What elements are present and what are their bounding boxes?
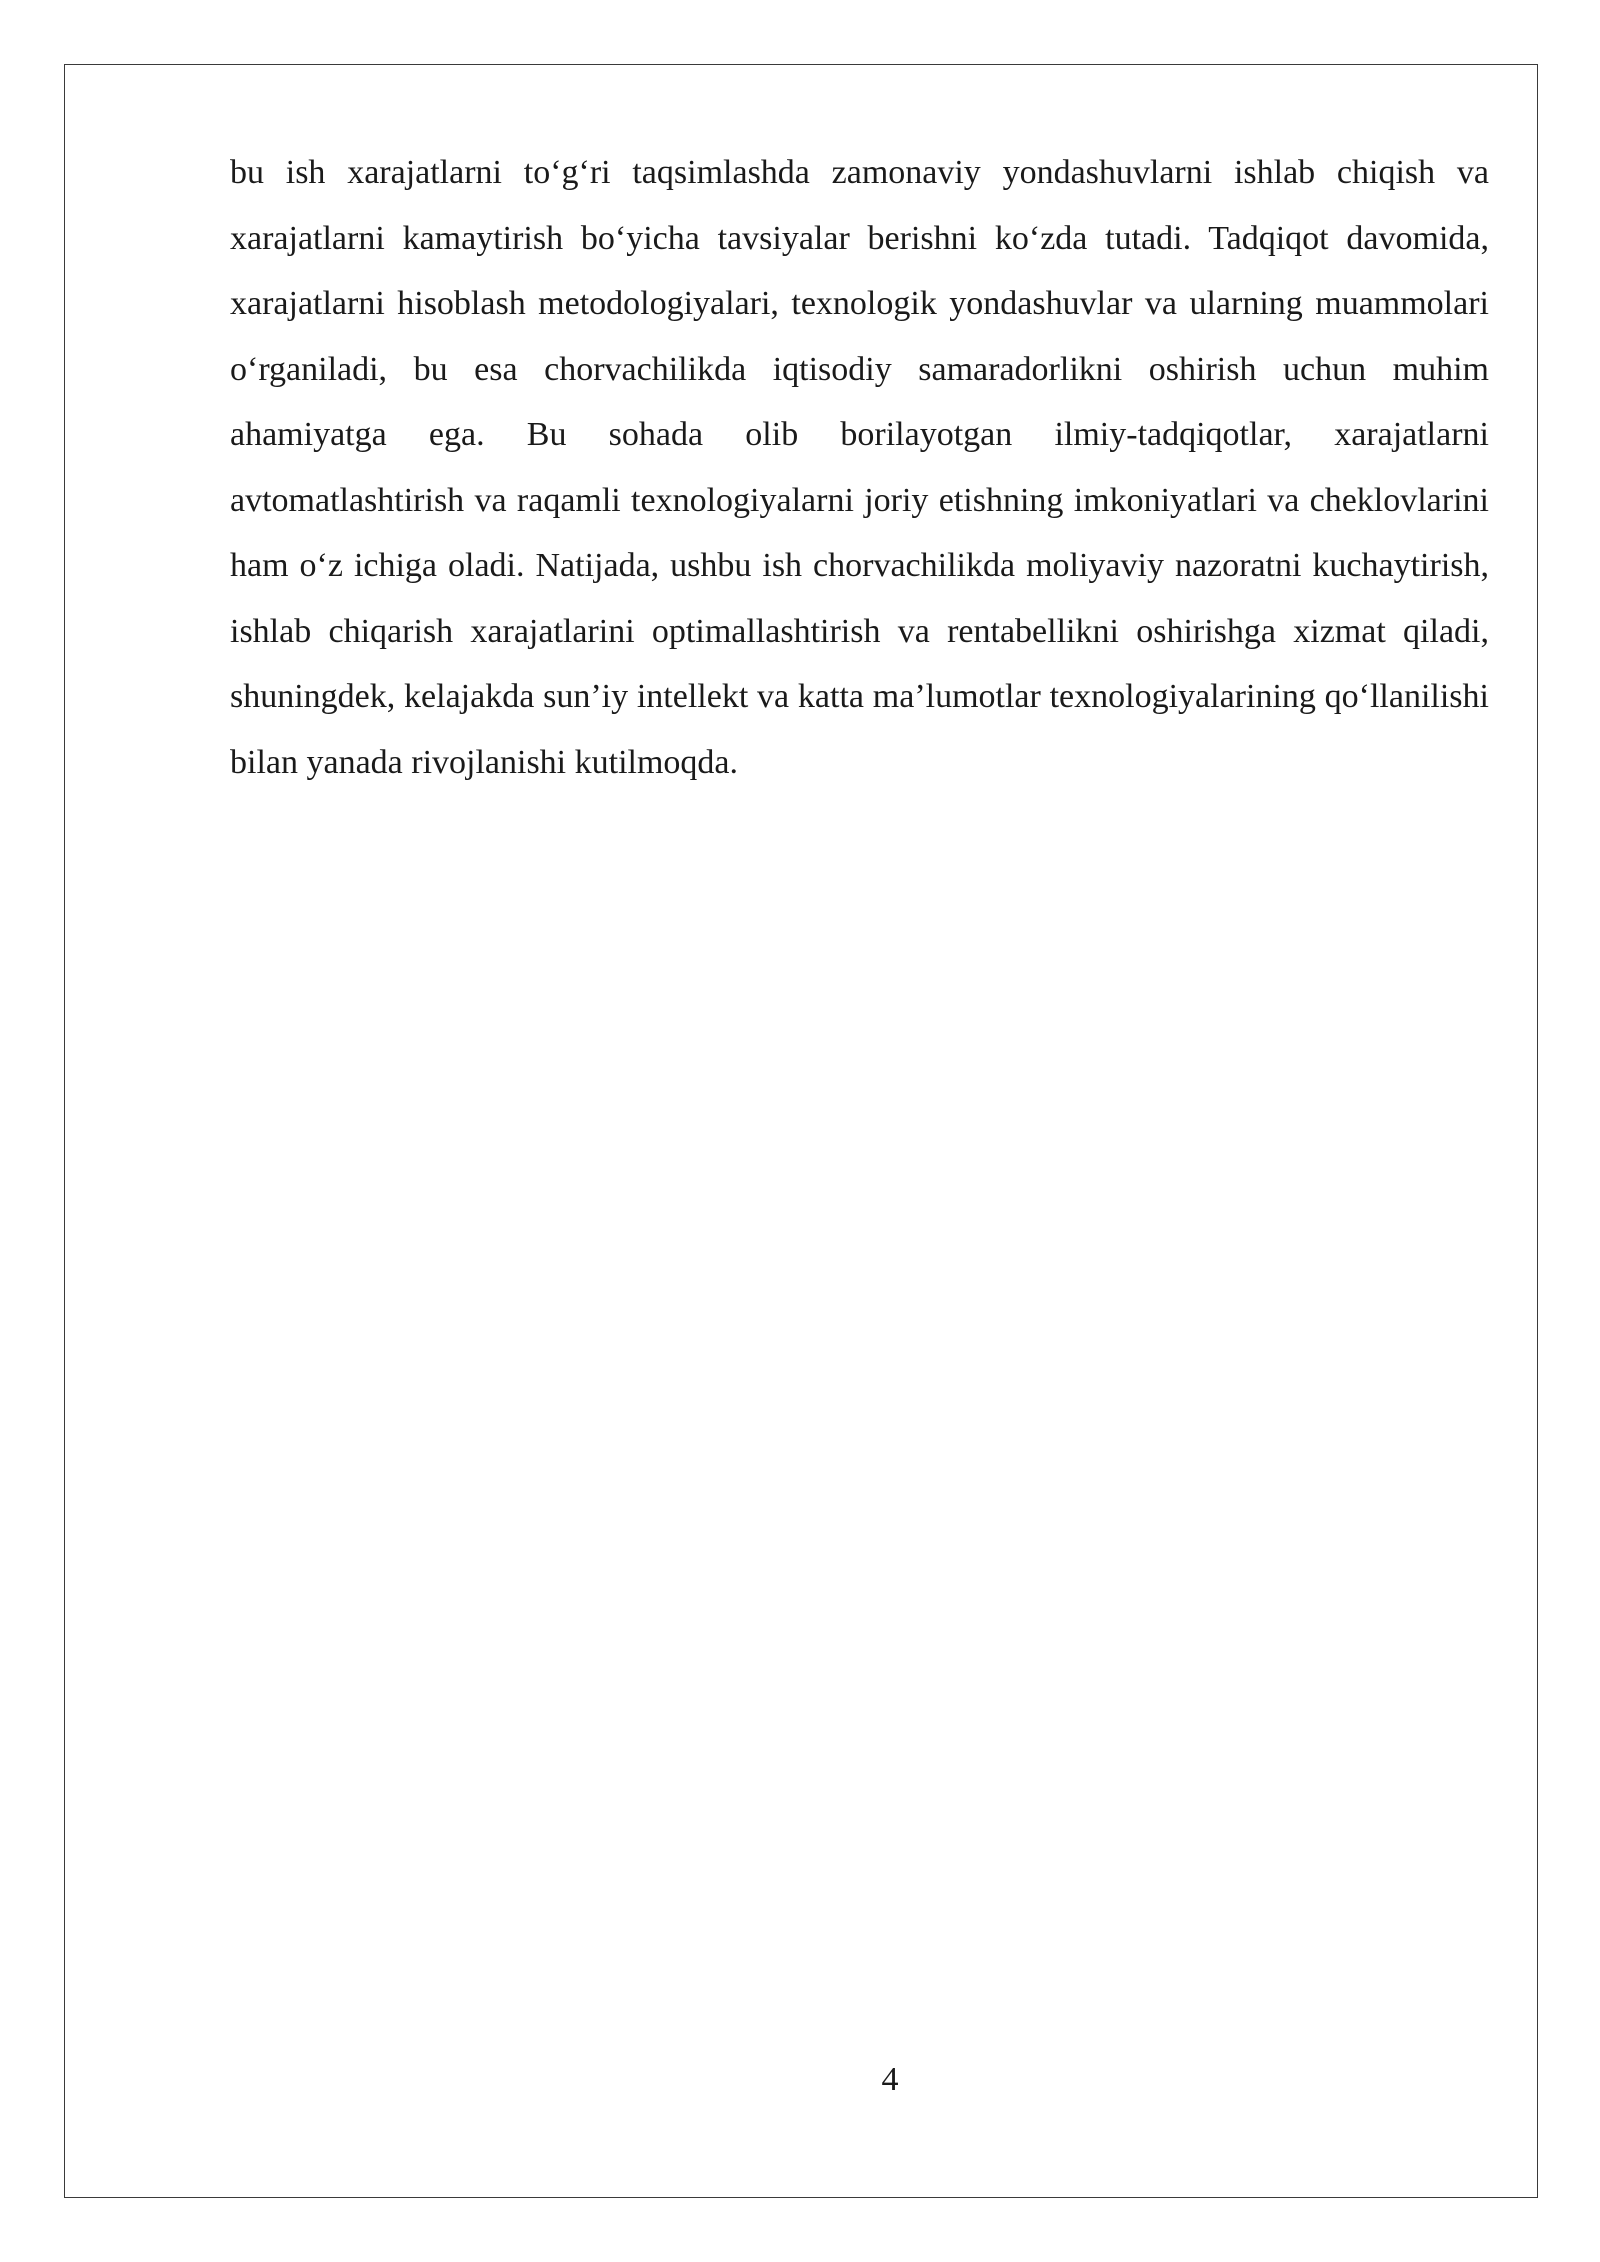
body-paragraph: bu ish xarajatlarni to‘g‘ri taqsimlashda zamonaviy yondashuvlarni ishlab chiqish va xarajatlarni kamaytirish bo‘yicha tavsiyalar berishni ko‘zda tutadi. Tadqiqot davomida, xarajatlarni hisoblash metodologiyalari, texnologik yondashuvlar va ularning muammolari o‘rganiladi, bu esa chorvachilikda iqtisodiy samaradorlikni oshirish uchun muhim ahamiyatga ega. Bu sohada olib borilayotgan ilmiy-tadqiqotlar, xarajatlarni avtomatlashtirish va raqamli texnologiyalarni joriy etishning imkoniyatlari va cheklovlarini ham o‘z ichiga oladi. Natijada, ushbu ish chorvachilikda moliyaviy nazoratni kuchaytirish, ishlab chiqarish xarajatlarini optimallashtirish va rentabellikni oshirishga xizmat qiladi, shuningdek, kelajakda sun’iy intellekt va katta ma’lumotlar texnologiyalarining qo‘llanilishi bilan yanada rivojlanishi kutilmoqda. [230, 154, 1489, 781]
page-number: 4 [881, 2061, 899, 2098]
